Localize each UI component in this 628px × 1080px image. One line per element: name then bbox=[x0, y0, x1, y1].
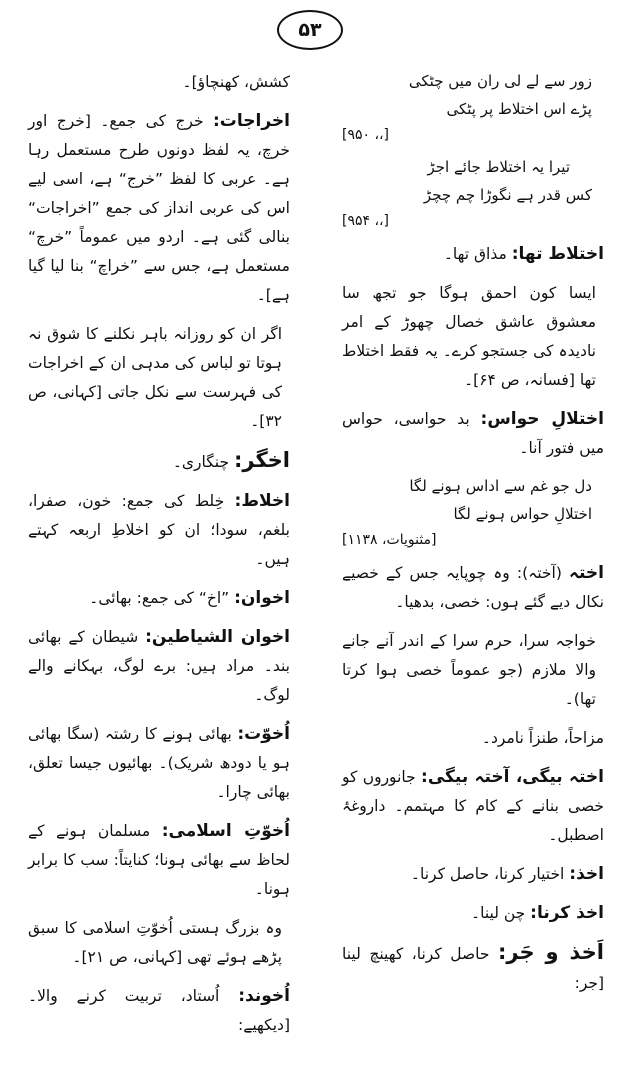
right-column bbox=[342, 68, 604, 1008]
dictionary-entry bbox=[342, 405, 604, 463]
entry-headword: اخوان الشیاطین: bbox=[145, 627, 290, 647]
page-number-oval bbox=[277, 10, 343, 50]
entry-definition: خرج کی جمع۔ [خرج اور خرچ، یہ لفظ دونوں طرح مستعمل رہا ہے۔ عربی کا لفظ ”خرج“ ہے، اسی لیے اس کی عربی انداز کی جمع ”اخراجات“ بنالی گئی ہے۔ اردو میں عموماً ”خرچ“ مستعمل ہے، جس سے ”خراچ“ بنا لیا گیا ہے]۔ bbox=[28, 112, 290, 304]
dictionary-entry bbox=[342, 860, 604, 889]
dictionary-entry bbox=[342, 559, 604, 617]
verse-reference: [مثنویات، ۱۱۳۸] bbox=[342, 532, 437, 548]
entry-definition: حاصل کرنا، کھینچ لینا [جر: bbox=[342, 945, 604, 992]
entry-quotation: ایسا کون احمق ہوگا جو تجھ سا معشوق عاشق خصال چھوڑ کے امر نادیدہ کی جستجو کرے۔ یہ فقط اختلاط تھا [فسانہ، ص ۶۴]۔ bbox=[342, 284, 596, 389]
entry-definition: ”اخ“ کی جمع: بھائی۔ bbox=[89, 589, 235, 607]
left-column bbox=[28, 68, 290, 1050]
entry-definition: مذاق تھا۔ bbox=[443, 245, 512, 263]
entry-definition: بد حواسی، حواس میں فتور آنا۔ bbox=[342, 410, 604, 457]
verse-line: کس قدر ہے نگوڑا چم چچڑ bbox=[423, 186, 592, 204]
entry-definition: جانوروں کو خصی بنانے کے کام کا مہتمم۔ داروغۂ اصطبل۔ bbox=[342, 768, 604, 844]
entry-headword: اخذ: bbox=[569, 864, 604, 884]
entry-headword: اُخوند: bbox=[238, 986, 290, 1006]
entry-headword: اَخذ و جَر: bbox=[498, 940, 604, 964]
entry-headword: اخلاط: bbox=[234, 491, 290, 511]
dictionary-entry bbox=[28, 623, 290, 710]
entry-definition: اختیار کرنا، حاصل کرنا۔ bbox=[410, 865, 570, 883]
entry-definition: چنگاری۔ bbox=[172, 453, 234, 471]
entry-headword: اُخوّتِ اسلامی: bbox=[161, 821, 291, 841]
entry-definition: مسلمان ہونے کے لحاظ سے بھائی ہونا؛ کنایتاً: سب کا برابر ہونا۔ bbox=[28, 822, 290, 898]
dictionary-entry bbox=[342, 938, 604, 998]
dictionary-entry bbox=[28, 584, 290, 613]
page-number: ۵۳ bbox=[298, 19, 322, 41]
entry-headword: اختہ بیگی، آختہ بیگی: bbox=[421, 767, 604, 787]
dictionary-entry bbox=[28, 720, 290, 807]
verse-line: دل جو غم سے اداس ہونے لگا bbox=[409, 477, 592, 495]
entry-headword: اخراجات: bbox=[213, 111, 290, 131]
entry-headword: اخگر: bbox=[233, 448, 290, 472]
dictionary-entry bbox=[342, 763, 604, 850]
dictionary-entry bbox=[28, 982, 290, 1040]
entry-headword: اختہ bbox=[569, 563, 604, 583]
entry-definition: بھائی ہونے کا رشتہ (سگا بھائی ہو یا دودھ شریک)۔ بھائیوں جیسا تعلق، بھائی چارا۔ bbox=[28, 725, 290, 801]
entry-definition: (آختہ): وہ چوپایہ جس کے خصیے نکال دیے گئے ہوں: خصی، بدھیا۔ bbox=[342, 564, 604, 611]
dictionary-entry bbox=[342, 899, 604, 928]
entry-note: مزاحاً، طنزاً نامرد۔ bbox=[481, 729, 604, 747]
entry-quotation: خواجہ سرا، حرم سرا کے اندر آنے جانے والا ملازم (جو عموماً خصی ہوا کرتا تھا)۔ bbox=[342, 632, 596, 708]
entry-headword: اخذ کرنا: bbox=[530, 903, 604, 923]
entry-headword: اختلاط تھا: bbox=[511, 244, 604, 264]
entry-quotation: وہ بزرگ ہستی اُخوّتِ اسلامی کا سبق پڑھے ہوئے تھی [کہانی، ص ۲۱]۔ bbox=[28, 919, 282, 966]
dictionary-entry bbox=[28, 446, 290, 477]
dictionary-entry bbox=[28, 817, 290, 904]
verse-line: اختلالِ حواس ہونے لگا bbox=[453, 505, 592, 523]
entry-definition: اُستاد، تربیت کرنے والا۔ [دیکھیے: bbox=[28, 987, 290, 1034]
verse-line: پڑے اس اختلاط پر پٹکی bbox=[446, 100, 592, 118]
entry-definition: خِلط کی جمع: خون، صفرا، بلغم، سودا؛ ان کو اخلاطِ اربعہ کہتے ہیں۔ bbox=[28, 492, 290, 568]
verse-reference: [۹۵۴ ،،] bbox=[342, 213, 389, 229]
dictionary-entry bbox=[342, 240, 604, 269]
dictionary-entry bbox=[28, 107, 290, 310]
verse-line: تیرا یہ اختلاط جائے اجڑ bbox=[427, 158, 570, 176]
dictionary-entry bbox=[28, 487, 290, 574]
entry-continuation: کشش، کھنچاؤ]۔ bbox=[182, 73, 290, 91]
entry-headword: اخوان: bbox=[234, 588, 290, 608]
entry-headword: اُخوّت: bbox=[237, 724, 290, 744]
entry-definition: چن لینا۔ bbox=[471, 904, 531, 922]
entry-quotation: اگر ان کو روزانہ باہر نکلنے کا شوق نہ ہوتا تو لباس کی مدہی ان کے اخراجات کی فہرست سے نکل جاتی [کہانی، ص ۳۲]۔ bbox=[28, 325, 282, 430]
verse-reference: [۹۵۰ ،،] bbox=[342, 127, 389, 143]
entry-headword: اختلالِ حواس: bbox=[480, 409, 604, 429]
verse-line: زور سے لے لی ران میں چٹکی bbox=[408, 72, 592, 90]
entry-definition: شیطان کے بھائی بند۔ مراد ہیں: برے لوگ، بہکانے والے لوگ۔ bbox=[28, 628, 290, 704]
